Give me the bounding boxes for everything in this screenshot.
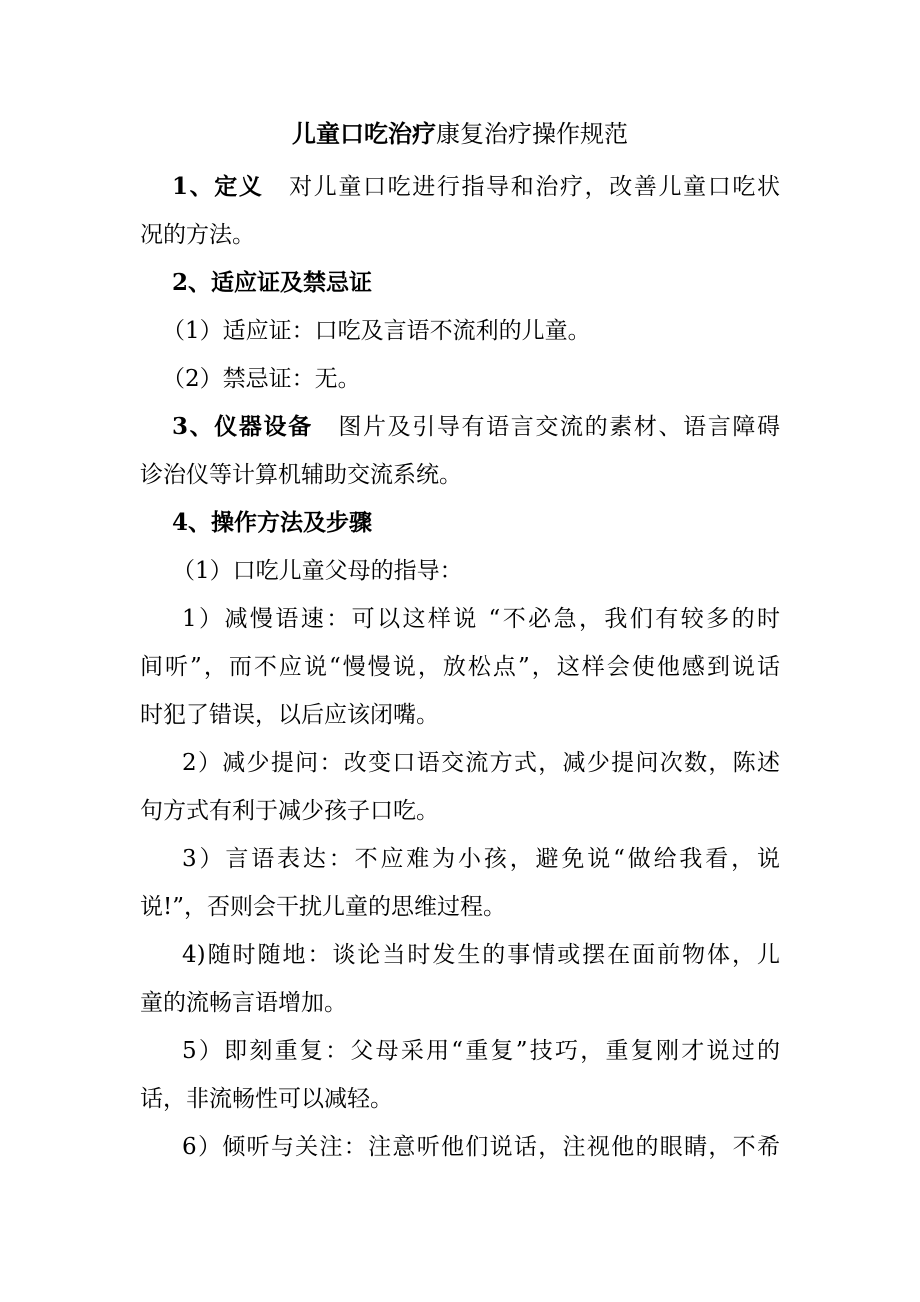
paragraph-3-line-2: 说!”，否则会干扰儿童的思维过程。 <box>140 894 507 920</box>
paragraph-1-line-1: 1）减慢语速：可以这样说 “不必急，我们有较多的时 <box>182 606 780 632</box>
section-3-line-2: 诊治仪等计算机辅助交流系统。 <box>140 462 462 488</box>
section-2-item-2: （2）禁忌证：无。 <box>162 366 361 392</box>
paragraph-6-line-1: 6）倾听与关注：注意听他们说话，注视他的眼睛，不希 <box>182 1134 780 1160</box>
paragraph-1-line-2: 间听”，而不应说“慢慢说，放松点”，这样会使他感到说话 <box>140 654 780 680</box>
section-4-heading: 4、操作方法及步骤 <box>172 509 373 536</box>
paragraph-4-line-1: 4)随时随地：谈论当时发生的事情或摆在面前物体，儿 <box>182 942 780 968</box>
section-4-sub-1: （1）口吃儿童父母的指导： <box>172 558 463 584</box>
paragraph-5-line-1: 5）即刻重复：父母采用“重复”技巧，重复刚才说过的 <box>182 1038 780 1064</box>
title-bold-part: 儿童口吃治疗 <box>292 119 436 148</box>
document-title <box>140 114 780 154</box>
section-2-heading: 2、适应证及禁忌证 <box>172 269 373 296</box>
section-1-line-2: 况的方法。 <box>140 222 255 248</box>
section-3-line-1 <box>140 407 780 447</box>
paragraph-5-line-2: 话，非流畅性可以减轻。 <box>140 1086 393 1112</box>
title-regular-part: 康复治疗操作规范 <box>436 120 628 148</box>
section-1-text-1: 对儿童口吃进行指导和治疗，改善儿童口吃状 <box>287 174 780 200</box>
paragraph-3-line-1: 3）言语表达：不应难为小孩，避免说“做给我看，说 <box>182 846 780 872</box>
paragraph-2-line-2: 句方式有利于减少孩子口吃。 <box>140 798 439 824</box>
paragraph-1-line-3: 时犯了错误，以后应该闭嘴。 <box>140 702 439 728</box>
section-3-heading: 3、仪器设备 <box>172 413 313 440</box>
paragraph-4-line-2: 童的流畅言语增加。 <box>140 990 347 1016</box>
section-3-text-1: 图片及引导有语言交流的素材、语言障碍 <box>336 414 780 440</box>
paragraph-2-line-1: 2）减少提问：改变口语交流方式，减少提问次数，陈述 <box>182 750 780 776</box>
section-1-line-1 <box>140 167 780 207</box>
section-2-item-1: （1）适应证：口吃及言语不流利的儿童。 <box>162 318 591 344</box>
section-1-heading: 1、定义 <box>172 173 264 200</box>
